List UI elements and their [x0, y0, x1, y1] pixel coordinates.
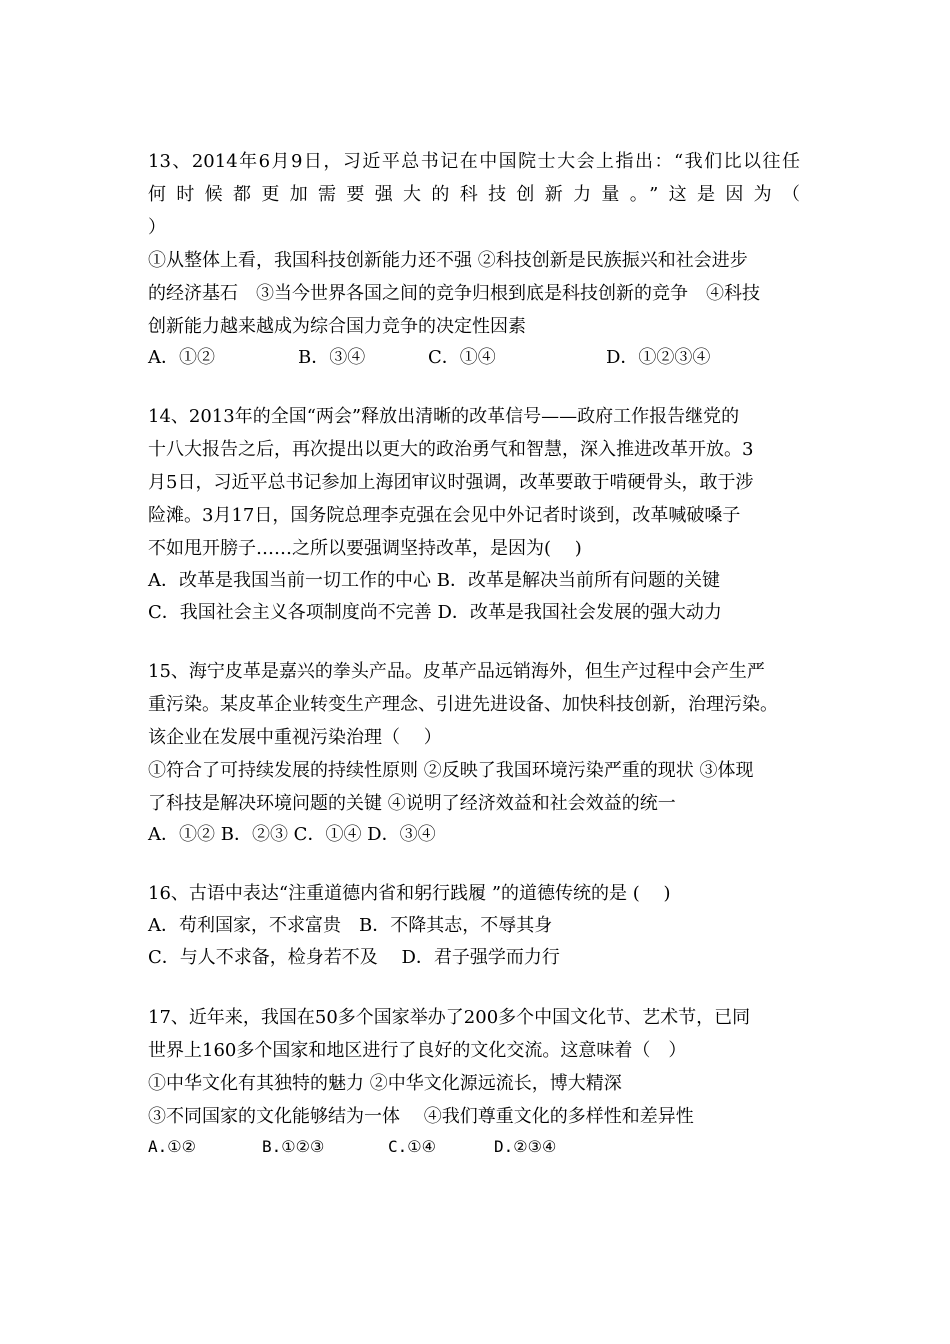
q16-options-line-1: A．苟利国家，不求富贵 B．不降其志，不辱其身	[148, 915, 553, 936]
q17-option-a: A.①②	[148, 1137, 196, 1156]
q17-option-d: D.②③④	[494, 1137, 557, 1156]
q17-option-c: C.①④	[388, 1137, 436, 1156]
q13-option-b: B．③④	[298, 347, 366, 368]
q16-line-1: 16、古语中表达“注重道德内省和躬行践履 ”的道德传统的是 ( )	[148, 883, 671, 904]
q13-line-6: 创新能力越来越成为综合国力竞争的决定性因素	[148, 316, 526, 337]
q15-line-5: 了科技是解决环境问题的关键 ④说明了经济效益和社会效益的统一	[148, 793, 676, 814]
q13-line-5: 的经济基石 ③当今世界各国之间的竞争归根到底是科技创新的竞争 ④科技	[148, 283, 760, 304]
q14-line-1: 14、2013年的全国“两会”释放出清晰的改革信号——政府工作报告继党的	[148, 406, 740, 427]
q17-line-4: ③不同国家的文化能够结为一体 ④我们尊重文化的多样性和差异性	[148, 1106, 694, 1127]
q14-line-4: 险滩。3月17日，国务院总理李克强在会见中外记者时谈到，改革喊破嗓子	[148, 505, 741, 526]
q14-line-3: 月5日，习近平总书记参加上海团审议时强调，改革要敢于啃硬骨头，敢于涉	[148, 472, 754, 493]
q15-line-2: 重污染。某皮革企业转变生产理念、引进先进设备、加快科技创新，治理污染。	[148, 694, 778, 715]
q13-line-2: 何时候都更加需要强大的科技创新力量。”这是因为（	[148, 184, 800, 205]
q13-line-3: ）	[148, 217, 166, 238]
q17-line-1: 17、近年来，我国在50多个国家举办了200多个中国文化节、艺术节，已同	[148, 1007, 751, 1028]
q13-line-1: 13、2014年6月9日，习近平总书记在中国院士大会上指出：“我们比以往任	[148, 151, 800, 172]
q17-line-3: ①中华文化有其独特的魅力 ②中华文化源远流长，博大精深	[148, 1073, 622, 1094]
q13-option-d: D．①②③④	[606, 347, 711, 368]
q14-line-2: 十八大报告之后，再次提出以更大的政治勇气和智慧，深入推进改革开放。3	[148, 439, 754, 460]
q15-line-1: 15、海宁皮革是嘉兴的拳头产品。皮革产品远销海外，但生产过程中会产生严	[148, 661, 765, 682]
q14-line-5: 不如甩开膀子……之所以要强调坚持改革，是因为( )	[148, 538, 582, 559]
q17-line-2: 世界上160多个国家和地区进行了良好的文化交流。这意味着（ ）	[148, 1040, 687, 1061]
q15-line-3: 该企业在发展中重视污染治理（ ）	[148, 727, 442, 748]
q13-line-4: ①从整体上看，我国科技创新能力还不强 ②科技创新是民族振兴和社会进步	[148, 250, 748, 271]
q15-line-4: ①符合了可持续发展的持续性原则 ②反映了我国环境污染严重的现状 ③体现	[148, 760, 754, 781]
q13-option-a: A．①②	[148, 347, 215, 368]
q14-options-line-2: C．我国社会主义各项制度尚不完善 D．改革是我国社会发展的强大动力	[148, 602, 722, 623]
q15-options-line: A．①② B．②③ C．①④ D．③④	[148, 824, 436, 845]
q17-option-b: B.①②③	[262, 1137, 325, 1156]
q13-option-c: C．①④	[428, 347, 496, 368]
q16-options-line-2: C．与人不求备，检身若不及 D．君子强学而力行	[148, 947, 560, 968]
q14-options-line-1: A．改革是我国当前一切工作的中心 B．改革是解决当前所有问题的关键	[148, 570, 720, 591]
